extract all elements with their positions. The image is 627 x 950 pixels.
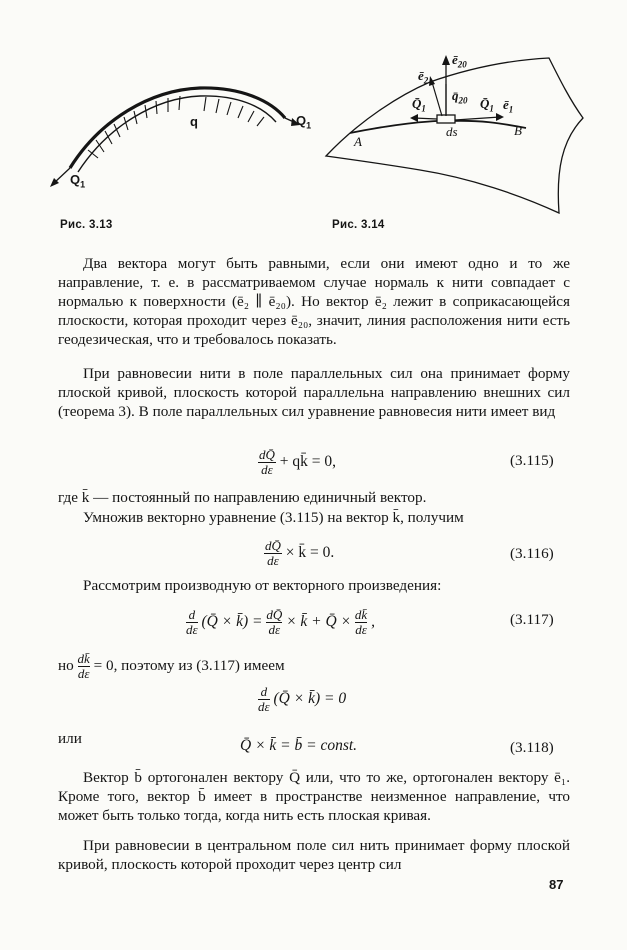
fig-3-13-drawing	[50, 88, 300, 187]
equation-number-3-116: (3.116)	[510, 545, 554, 562]
equation-derivative-zero: $\frac{d}{d\varepsilon}$ (Q̄ × k̄) = 0	[258, 684, 347, 714]
equation-3-118: Q̄ × k̄ = b̄ = const.	[240, 737, 358, 754]
label-q: q	[190, 114, 198, 129]
paragraph-parallel-forces: При равновесии нити в поле параллельных сил она принимает форму плоской кривой, плоскость которой параллельна направлению внешних сил (теорема 3). В поле параллельных сил уравнение равновесия нити имеет вид	[58, 365, 570, 420]
word-ili: или	[58, 730, 82, 747]
equation-number-3-118: (3.118)	[510, 739, 554, 756]
equation-number-3-117: (3.117)	[510, 611, 554, 628]
label-a: A	[354, 134, 362, 149]
paragraph-geodesic: Два вектора могут быть равными, если они имеют одно и то же направление, т. е. в рассматриваемом случае нормаль к нити совпадает с нормалью к поверхности (ē₂ ∥ ē₂₀). Но вектор ē₂ лежит в соприкасающейся плоскости, которая проходит через ē₂₀, значит, линия расположения нити есть геодезическая, что и требовалось показать.	[58, 255, 570, 348]
label-q1-a: $Q̄_1$	[412, 96, 426, 114]
equation-3-117: $\frac{d}{d\varepsilon}$ (Q̄ × k̄) = $\frac{dQ̄}{d\varepsilon}$ × k̄ + Q̄ × $\frac{dk̄}{d\varepsilon}$ ,	[186, 607, 375, 637]
figure-caption-3-14: Рис. 3.14	[332, 219, 385, 231]
label-q1-b: $Q̄_1$	[480, 96, 494, 114]
equation-3-116: $\frac{dQ̄}{d\varepsilon}$ × k̄ = 0.	[265, 538, 335, 568]
figure-drawings	[0, 0, 627, 240]
label-q1-right: $Q_1$	[296, 113, 312, 131]
label-q1-left: $Q_1$	[70, 172, 86, 190]
equation-3-115: $\frac{dQ̄}{d\varepsilon}$ + qk̄ = 0,	[259, 447, 336, 477]
paragraph-b-vector: Вектор b̄ ортогонален вектору Q̄ или, что то же, ортогонален вектору ē₁. Кроме того, вектор b̄ имеет в пространстве неизменное направление, что может быть только тогда, когда нить есть плоская кривая.	[58, 769, 570, 824]
paragraph-multiply: Умножив векторно уравнение (3.115) на вектор k̄, получим	[83, 509, 464, 526]
paragraph-k-vector: где k̄ — постоянный по направлению единичный вектор.	[58, 489, 427, 506]
figures-area	[0, 0, 627, 240]
label-e20: $ē_{20}$	[452, 52, 467, 70]
paragraph-central-field: При равновесии в центральном поле сил нить принимает форму плоской кривой, плоскость которой проходит через центр сил	[58, 837, 570, 873]
label-q20: $q̄_{20}$	[452, 88, 468, 106]
figure-caption-3-13: Рис. 3.13	[60, 219, 113, 231]
label-ds: ds	[446, 124, 458, 139]
page-number: 87	[549, 877, 564, 892]
equation-number-3-115: (3.115)	[510, 452, 554, 469]
label-e1: $ē_1$	[503, 97, 514, 115]
label-e2: $ē_2$	[418, 68, 429, 86]
inline-no-condition: но $\frac{dk̄}{d\varepsilon}$ = 0, поэтому из (3.117) имеем	[58, 651, 285, 681]
label-b: B	[514, 123, 522, 138]
paragraph-derivative: Рассмотрим производную от векторного произведения:	[83, 577, 442, 594]
